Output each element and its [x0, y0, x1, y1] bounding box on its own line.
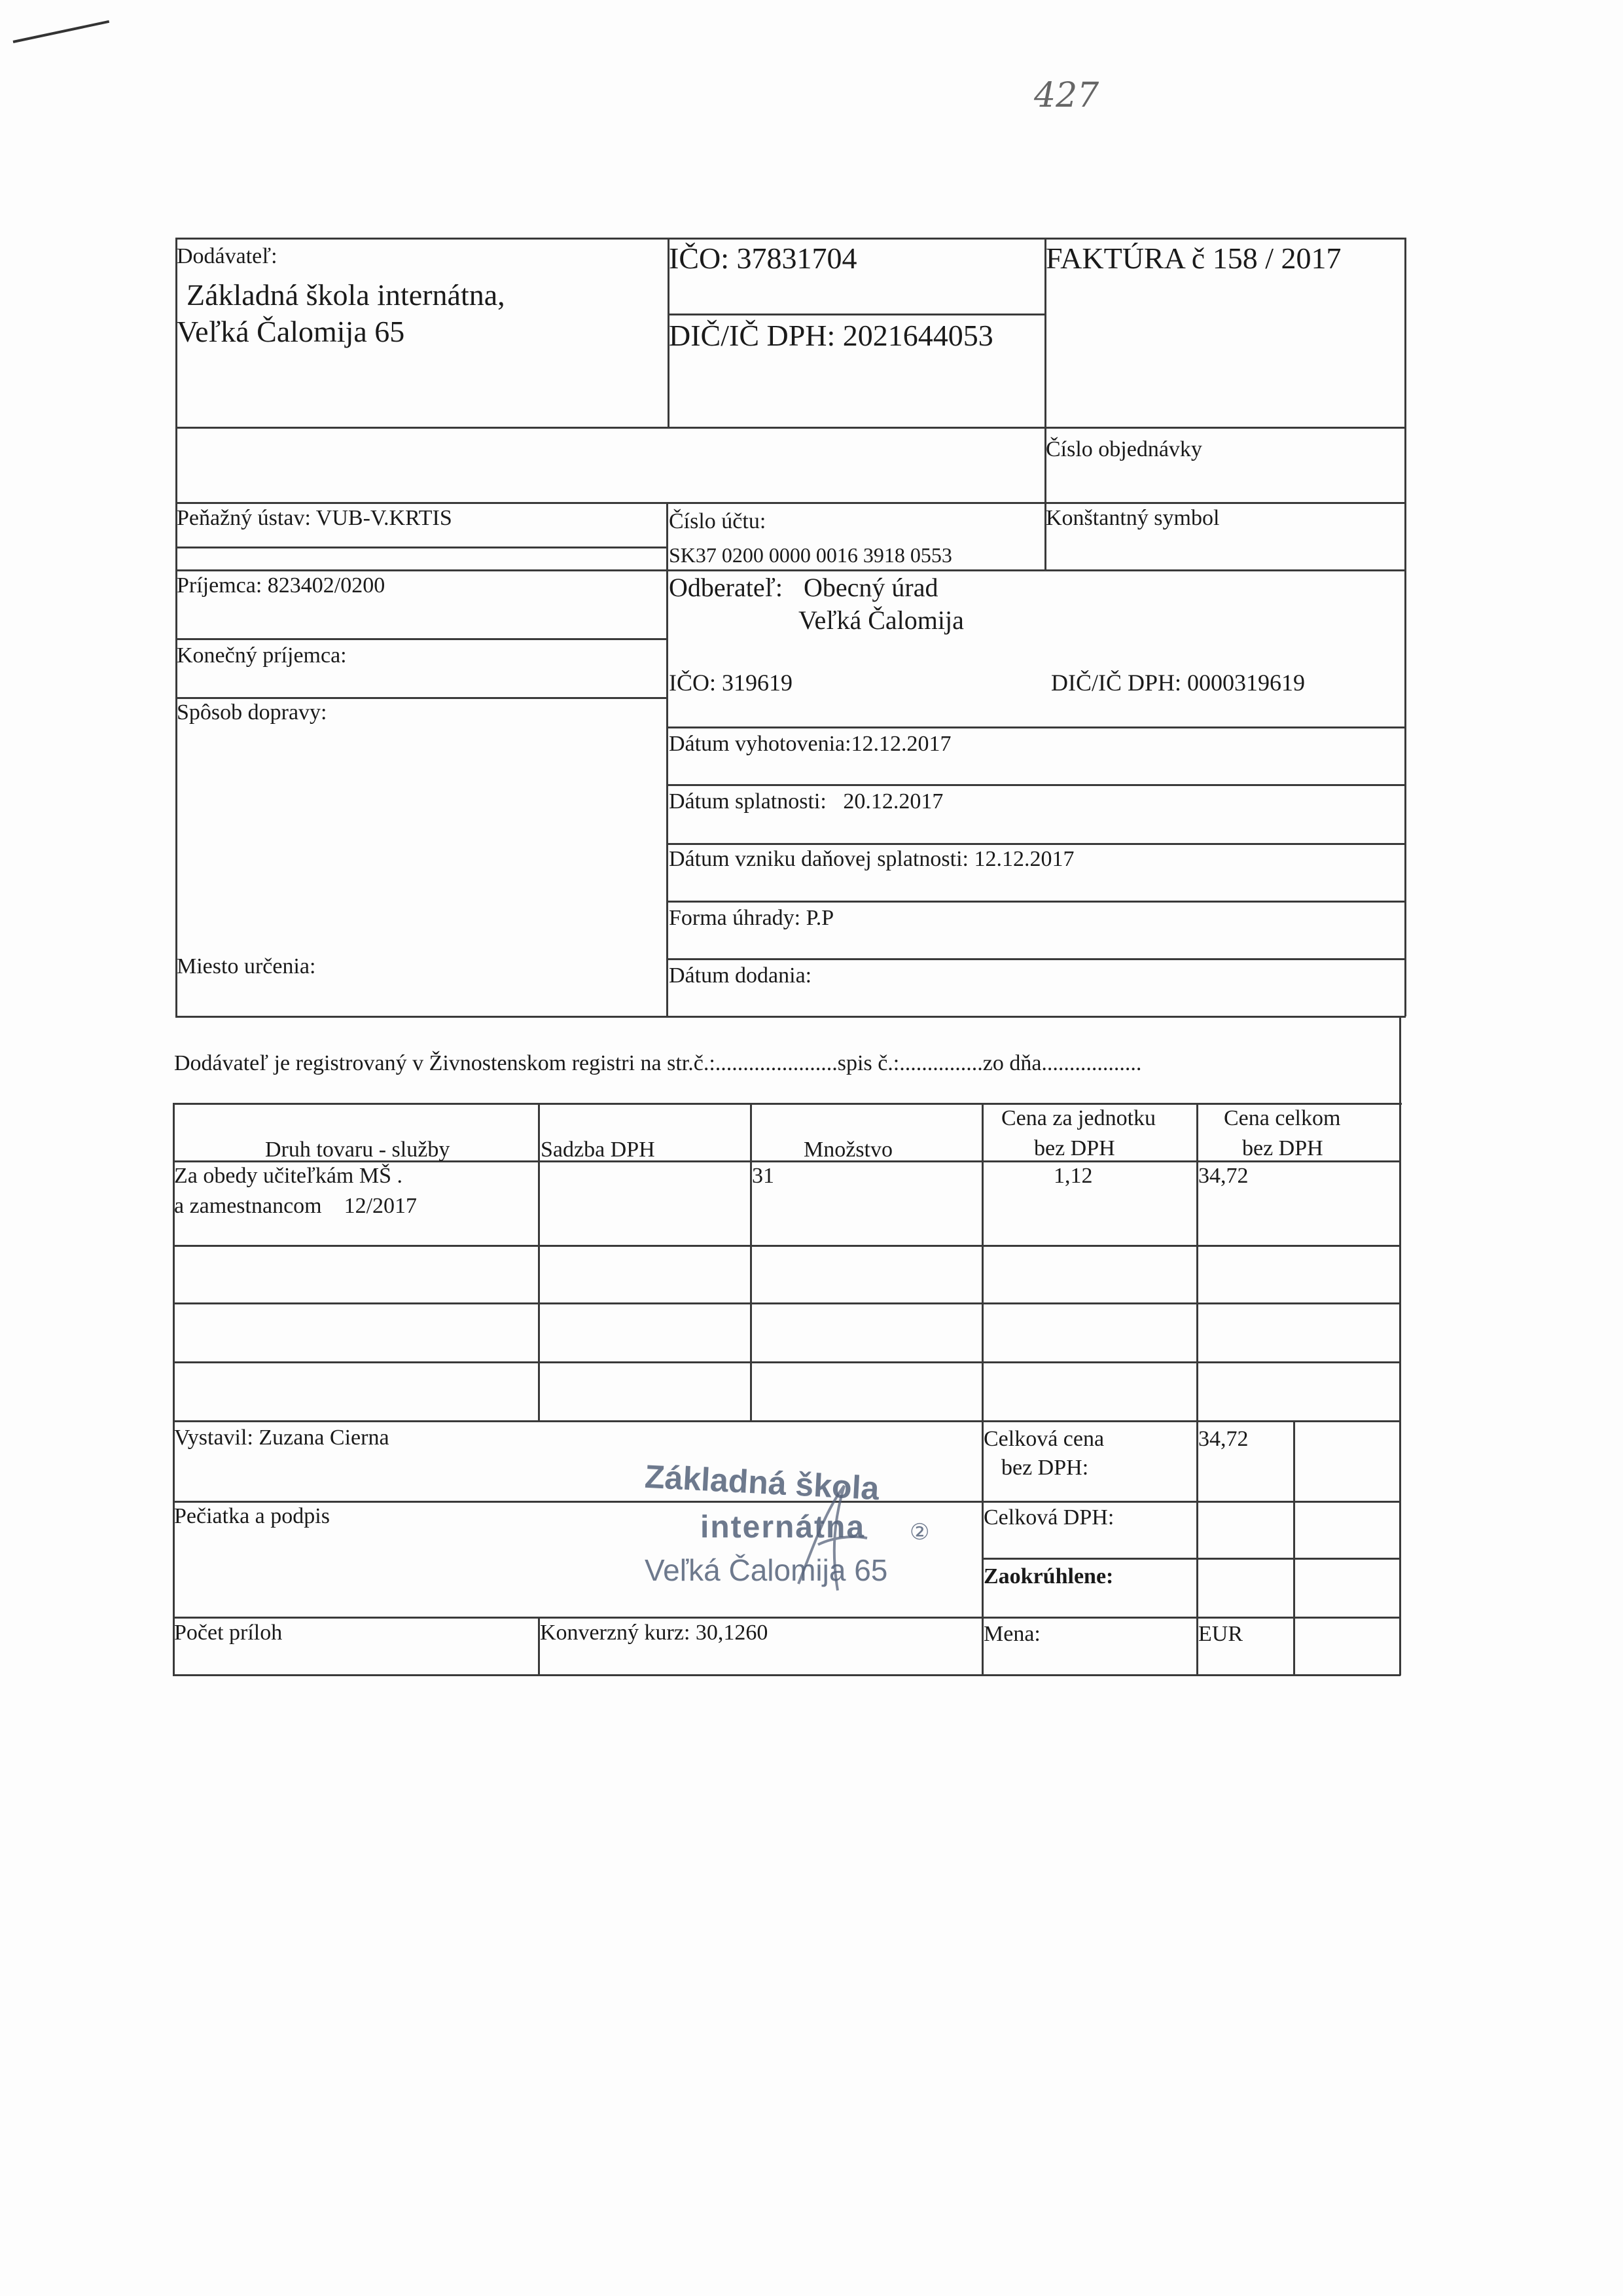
conversion-rate: Konverzný kurz: 30,1260 [540, 1621, 768, 1645]
vat-total-label: Celková DPH: [984, 1505, 1115, 1530]
currency-label: Mena: [984, 1622, 1041, 1646]
due-date: Dátum splatnosti: 20.12.2017 [669, 789, 944, 814]
issue-date: Dátum vyhotovenia:12.12.2017 [669, 732, 952, 756]
invoice-title: FAKTÚRA č 158 / 2017 [1046, 242, 1342, 275]
supplier-dic: DIČ/IČ DPH: 2021644053 [669, 319, 993, 352]
header-item: Druh tovaru - služby [265, 1138, 450, 1162]
payment-form: Forma úhrady: P.P [669, 906, 834, 930]
supplier-ico: IČO: 37831704 [669, 242, 857, 275]
account-label: Číslo účtu: [669, 509, 766, 533]
order-number-label: Číslo objednávky [1046, 437, 1202, 461]
supplier-label: Dodávateľ: [177, 244, 277, 268]
supplier-address: Veľká Čalomija 65 [177, 315, 405, 348]
account-value: SK37 0200 0000 0016 3918 0553 [669, 543, 952, 567]
item-description-cont: a zamestnancom 12/2017 [174, 1194, 418, 1218]
header-vat-rate: Sadzba DPH [541, 1138, 655, 1162]
registration-note: Dodávateľ je registrovaný v Živnostenskom registri na str.č.:......................spis č.:...............zo dňa.................. [174, 1051, 1142, 1075]
header-quantity: Množstvo [804, 1138, 893, 1162]
final-recipient-label: Konečný príjemca: [177, 643, 347, 668]
item-unit-price: 1,12 [1054, 1164, 1093, 1188]
total-label: Celková cena [984, 1427, 1105, 1451]
item-quantity: 31 [752, 1164, 774, 1188]
header-total-sub: bez DPH [1242, 1136, 1323, 1160]
customer-name: Obecný úrad [804, 573, 938, 602]
delivery-date: Dátum dodania: [669, 963, 812, 988]
page-number: 427 [1034, 76, 1099, 115]
constant-symbol-label: Konštantný symbol [1046, 506, 1220, 530]
scan-mark [13, 20, 110, 43]
item-description: Za obedy učiteľkám MŠ . [174, 1164, 403, 1188]
recipient-label: Príjemca: 823402/0200 [177, 573, 385, 598]
bank-label: Peňažný ústav: VUB-V.KRTIS [177, 506, 452, 530]
customer-address: Veľká Čalomija [798, 605, 964, 635]
customer-label: Odberateľ: [669, 573, 783, 602]
stamp-signature-label: Pečiatka a podpis [174, 1504, 330, 1528]
transport-label: Spôsob dopravy: [177, 700, 327, 725]
signature-mark [772, 1473, 877, 1597]
item-total: 34,72 [1198, 1164, 1249, 1188]
header-total: Cena celkom [1224, 1106, 1341, 1130]
attachments-label: Počet príloh [174, 1621, 283, 1645]
header-unit-price: Cena za jednotku [1001, 1106, 1156, 1130]
customer-dic: DIČ/IČ DPH: 0000319619 [1051, 670, 1306, 696]
currency-value: EUR [1198, 1622, 1243, 1646]
stamp-line-3: Veľká Čalomija 65 [645, 1553, 888, 1587]
total-value: 34,72 [1198, 1427, 1249, 1451]
supplier-name: Základná škola internátna, [187, 278, 505, 312]
tax-date: Dátum vzniku daňovej splatnosti: 12.12.2017 [669, 847, 1075, 871]
stamp-line-2: internátna [700, 1510, 866, 1545]
rounded-label: Zaokrúhlene: [984, 1564, 1114, 1588]
stamp-line-1: Základná škola [643, 1458, 880, 1507]
stamp-symbol: ② [910, 1520, 930, 1545]
destination-label: Miesto určenia: [177, 954, 316, 978]
customer-ico: IČO: 319619 [669, 670, 793, 696]
issued-by: Vystavil: Zuzana Cierna [174, 1426, 389, 1450]
header-unit-price-sub: bez DPH [1034, 1136, 1115, 1160]
total-label-sub: bez DPH: [1001, 1456, 1089, 1480]
